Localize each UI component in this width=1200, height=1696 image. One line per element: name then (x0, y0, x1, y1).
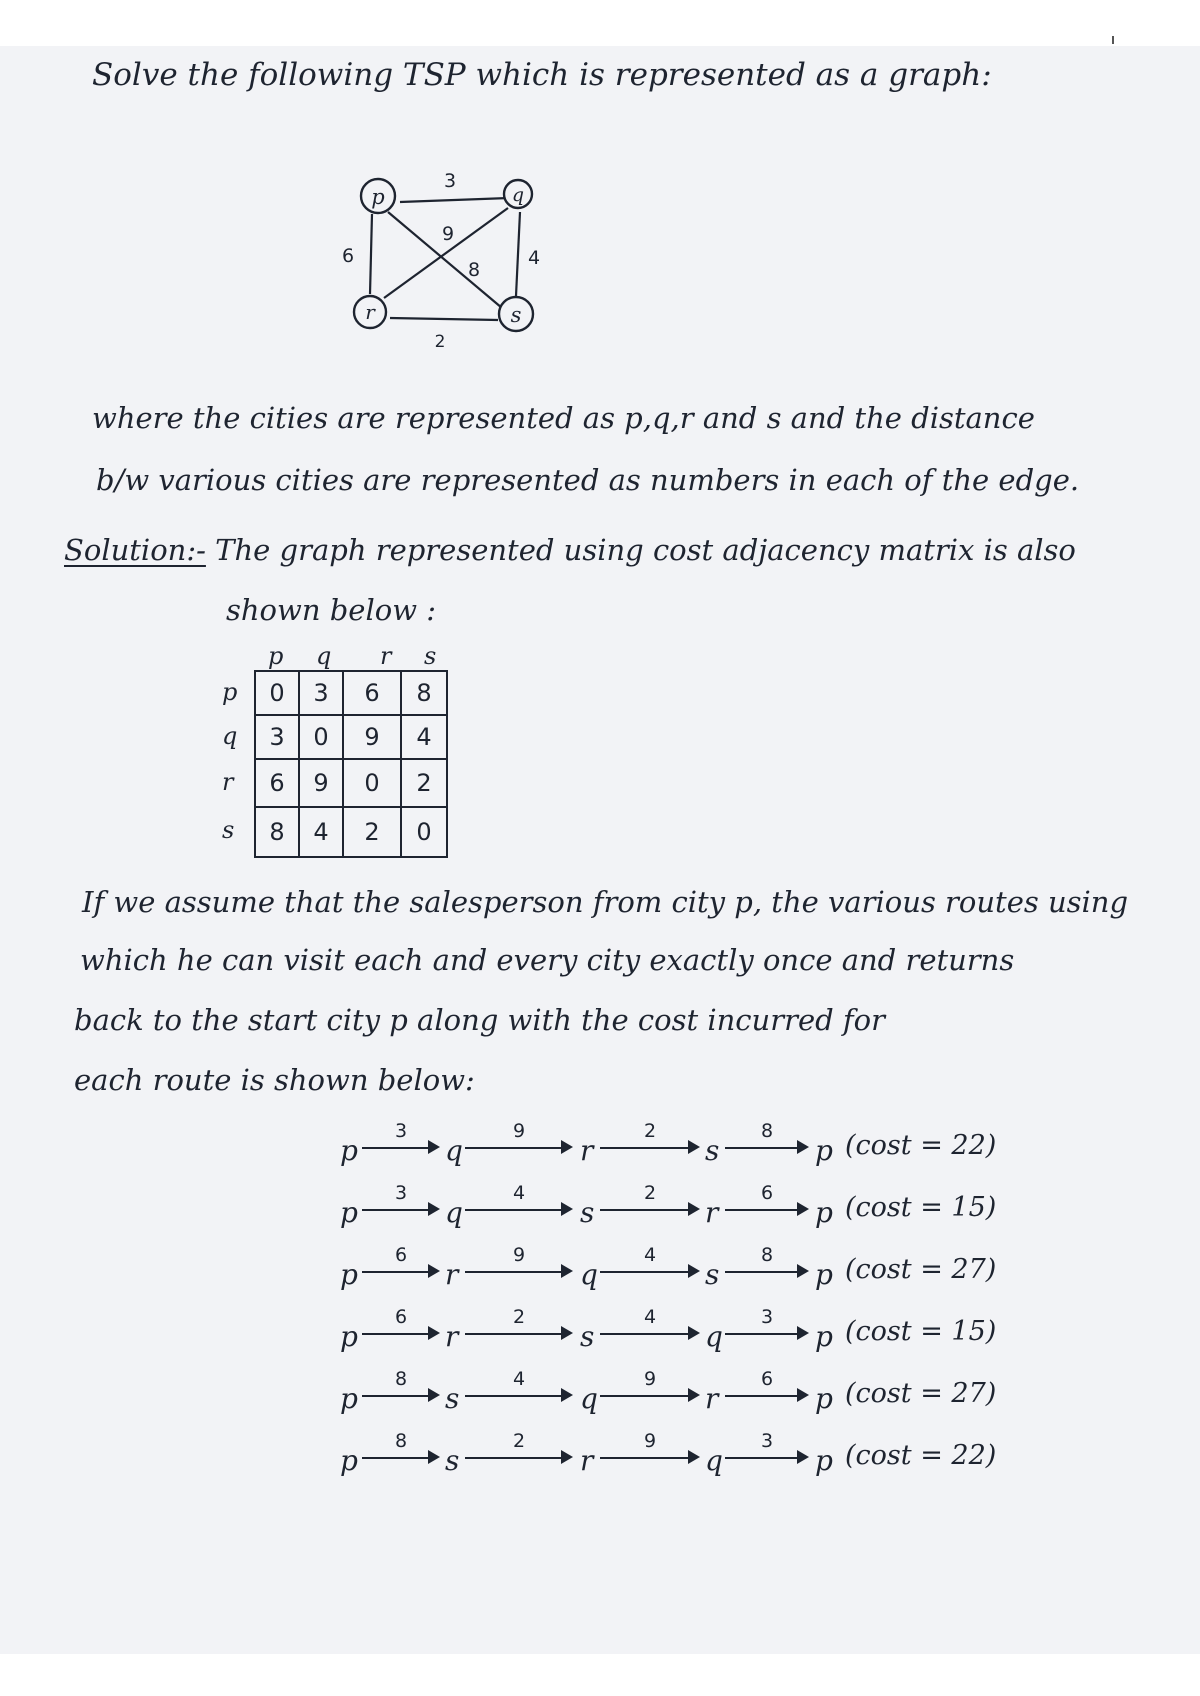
route-node: r (705, 1382, 719, 1415)
arrow-shaft (725, 1209, 799, 1211)
arrow-head-icon (688, 1264, 700, 1278)
matrix-cell: 2 (343, 807, 401, 857)
route-cost: (cost = 27) (845, 1378, 997, 1409)
route-arrow (465, 1182, 573, 1222)
route-node: s (705, 1134, 720, 1167)
route-edge-weight: 2 (643, 1182, 657, 1204)
solution-line-2: shown below : (226, 593, 437, 627)
route-node: r (445, 1258, 459, 1291)
arrow-head-icon (797, 1140, 809, 1154)
arrow-head-icon (428, 1140, 440, 1154)
arrow-head-icon (797, 1388, 809, 1402)
route-node: r (445, 1320, 459, 1353)
route-node: s (445, 1444, 460, 1477)
route-edge-weight: 2 (512, 1430, 526, 1452)
route-node: p (815, 1258, 833, 1291)
matrix-cell: 8 (401, 671, 447, 715)
route-node: r (580, 1134, 594, 1167)
matrix-row (255, 671, 447, 715)
matrix-cell: 0 (401, 807, 447, 857)
route-node: p (340, 1196, 358, 1229)
route-edge-weight: 3 (394, 1182, 408, 1204)
arrow-shaft (725, 1457, 799, 1459)
route-node: s (705, 1258, 720, 1291)
route-edge-weight: 6 (394, 1244, 408, 1266)
arrow-head-icon (688, 1326, 700, 1340)
route-cost: (cost = 22) (845, 1440, 997, 1471)
route-node: p (340, 1444, 358, 1477)
route-node: s (580, 1196, 595, 1229)
route-node: q (580, 1258, 598, 1291)
route-node: p (815, 1382, 833, 1415)
arrow-shaft (362, 1457, 430, 1459)
route-edge-weight: 9 (643, 1368, 657, 1390)
arrow-head-icon (797, 1450, 809, 1464)
route-arrow (465, 1306, 573, 1346)
node-s-label: s (510, 303, 522, 327)
route-edge-weight: 8 (394, 1430, 408, 1452)
route-arrow (465, 1120, 573, 1160)
matrix-cell: 4 (299, 807, 343, 857)
route-arrow (465, 1368, 573, 1408)
route-node: p (815, 1196, 833, 1229)
problem-statement: Solve the following TSP which is represented as a graph: (92, 57, 992, 93)
route-edge-weight: 8 (394, 1368, 408, 1390)
matrix-row-label-q: q (222, 722, 238, 750)
arrow-head-icon (428, 1264, 440, 1278)
arrow-head-icon (428, 1326, 440, 1340)
route-arrow (362, 1182, 440, 1222)
route-edge-weight: 4 (643, 1244, 657, 1266)
route-arrow (725, 1120, 809, 1160)
route-arrow (725, 1430, 809, 1470)
solution-heading: Solution:- (64, 533, 206, 567)
arrow-head-icon (561, 1202, 573, 1216)
matrix-row-label-p: p (222, 678, 238, 706)
arrow-head-icon (688, 1450, 700, 1464)
arrow-head-icon (428, 1450, 440, 1464)
route-edge-weight: 9 (512, 1244, 526, 1266)
cost-adjacency-matrix (254, 670, 448, 858)
route-node: p (815, 1320, 833, 1353)
assumption-line-4: each route is shown below: (74, 1063, 475, 1097)
route-edge-weight: 6 (760, 1368, 774, 1390)
route-node: p (340, 1382, 358, 1415)
route-arrow (600, 1244, 700, 1284)
arrow-shaft (725, 1333, 799, 1335)
edge-q-r (384, 208, 508, 298)
route-edge-weight: 2 (512, 1306, 526, 1328)
matrix-col-label-p: p (268, 642, 284, 670)
edge-q-s-weight: 4 (527, 247, 541, 269)
arrow-head-icon (428, 1202, 440, 1216)
matrix-cell: 0 (255, 671, 299, 715)
edge-r-s (390, 318, 498, 320)
route-row (340, 1240, 997, 1291)
node-r-label: r (365, 300, 375, 324)
route-arrow (362, 1244, 440, 1284)
route-arrow (362, 1368, 440, 1408)
route-node: r (705, 1196, 719, 1229)
route-row (340, 1426, 997, 1477)
arrow-shaft (465, 1271, 563, 1273)
matrix-row (255, 715, 447, 759)
matrix-cell: 4 (401, 715, 447, 759)
arrow-shaft (725, 1395, 799, 1397)
route-node: p (340, 1320, 358, 1353)
route-arrow (725, 1306, 809, 1346)
route-arrow (725, 1368, 809, 1408)
route-edge-weight: 6 (394, 1306, 408, 1328)
edge-q-s (516, 212, 520, 296)
arrow-head-icon (561, 1140, 573, 1154)
solution-line-1 (64, 533, 1076, 567)
route-edge-weight: 3 (760, 1306, 774, 1328)
matrix-cell: 6 (255, 759, 299, 807)
arrow-head-icon (688, 1202, 700, 1216)
route-edge-weight: 4 (512, 1182, 526, 1204)
route-cost: (cost = 22) (845, 1130, 997, 1161)
edge-r-s-weight: 2 (434, 332, 446, 352)
arrow-shaft (600, 1333, 690, 1335)
matrix-col-label-q: q (316, 642, 332, 670)
edge-p-r-weight: 6 (341, 245, 355, 267)
route-edge-weight: 8 (760, 1244, 774, 1266)
route-arrow (362, 1120, 440, 1160)
route-edge-weight: 2 (643, 1120, 657, 1142)
matrix-cell: 0 (299, 715, 343, 759)
matrix-row (255, 759, 447, 807)
node-q-label: q (511, 184, 525, 206)
assumption-line-3: back to the start city p along with the cost incurred for (74, 1003, 885, 1037)
matrix-cell: 0 (343, 759, 401, 807)
arrow-head-icon (797, 1264, 809, 1278)
assumption-line-1: If we assume that the salesperson from city p, the various routes using (82, 885, 1129, 919)
assumption-line-2: which he can visit each and every city exactly once and returns (80, 943, 1015, 977)
route-edge-weight: 4 (512, 1368, 526, 1390)
route-node: p (340, 1258, 358, 1291)
route-edge-weight: 6 (760, 1182, 774, 1204)
matrix-cell: 6 (343, 671, 401, 715)
route-arrow (725, 1182, 809, 1222)
matrix-row-label-r: r (222, 768, 234, 796)
route-edge-weight: 9 (512, 1120, 526, 1142)
notebook-page (0, 46, 1200, 1654)
route-node: q (705, 1320, 723, 1353)
arrow-shaft (362, 1333, 430, 1335)
arrow-shaft (600, 1395, 690, 1397)
route-arrow (362, 1306, 440, 1346)
edge-p-r (370, 214, 372, 294)
matrix-cell: 3 (255, 715, 299, 759)
route-arrow (600, 1120, 700, 1160)
matrix-col-label-s: s (424, 642, 437, 670)
arrow-shaft (600, 1457, 690, 1459)
matrix-cell: 8 (255, 807, 299, 857)
arrow-shaft (362, 1395, 430, 1397)
edge-p-q (400, 198, 510, 202)
route-cost: (cost = 15) (845, 1316, 997, 1347)
arrow-head-icon (688, 1140, 700, 1154)
route-row (340, 1116, 997, 1167)
route-node: s (580, 1320, 595, 1353)
graph-description-line-2: b/w various cities are represented as numbers in each of the edge. (96, 463, 1080, 497)
route-arrow (725, 1244, 809, 1284)
route-edge-weight: 4 (643, 1306, 657, 1328)
route-cost: (cost = 15) (845, 1192, 997, 1223)
route-edge-weight: 3 (394, 1120, 408, 1142)
route-node: q (705, 1444, 723, 1477)
matrix-cell: 9 (343, 715, 401, 759)
arrow-shaft (362, 1209, 430, 1211)
arrow-shaft (465, 1147, 563, 1149)
route-node: p (815, 1444, 833, 1477)
route-node: q (580, 1382, 598, 1415)
matrix-col-label-r: r (380, 642, 392, 670)
corner-mark (1112, 36, 1114, 44)
arrow-shaft (362, 1147, 430, 1149)
arrow-head-icon (797, 1326, 809, 1340)
arrow-shaft (465, 1209, 563, 1211)
route-node: q (445, 1134, 463, 1167)
route-arrow (600, 1430, 700, 1470)
route-row (340, 1364, 997, 1415)
edge-q-r-weight: 9 (441, 223, 455, 245)
route-arrow (362, 1430, 440, 1470)
arrow-shaft (465, 1333, 563, 1335)
matrix-row-label-s: s (222, 816, 235, 844)
graph-description-line-1: where the cities are represented as p,q,r and s and the distance (92, 401, 1035, 435)
matrix-cell: 3 (299, 671, 343, 715)
edge-p-s-weight: 8 (467, 259, 481, 281)
route-edge-weight: 3 (760, 1430, 774, 1452)
route-arrow (465, 1244, 573, 1284)
solution-text: The graph represented using cost adjacency matrix is also (215, 533, 1076, 567)
arrow-shaft (465, 1395, 563, 1397)
node-p-label: p (371, 185, 385, 209)
arrow-shaft (600, 1147, 690, 1149)
route-node: s (445, 1382, 460, 1415)
route-node: p (340, 1134, 358, 1167)
route-arrow (600, 1182, 700, 1222)
route-cost: (cost = 27) (845, 1254, 997, 1285)
arrow-head-icon (428, 1388, 440, 1402)
arrow-shaft (725, 1271, 799, 1273)
arrow-head-icon (797, 1202, 809, 1216)
route-node: p (815, 1134, 833, 1167)
arrow-head-icon (561, 1450, 573, 1464)
arrow-shaft (362, 1271, 430, 1273)
route-arrow (465, 1430, 573, 1470)
tsp-graph (338, 172, 598, 382)
route-node: r (580, 1444, 594, 1477)
edge-p-q-weight: 3 (443, 172, 457, 192)
route-row (340, 1178, 997, 1229)
arrow-head-icon (561, 1264, 573, 1278)
matrix-row (255, 807, 447, 857)
arrow-head-icon (561, 1388, 573, 1402)
arrow-shaft (725, 1147, 799, 1149)
matrix-cell: 2 (401, 759, 447, 807)
route-row (340, 1302, 997, 1353)
route-node: q (445, 1196, 463, 1229)
arrow-shaft (465, 1457, 563, 1459)
matrix-cell: 9 (299, 759, 343, 807)
arrow-head-icon (688, 1388, 700, 1402)
route-arrow (600, 1306, 700, 1346)
arrow-shaft (600, 1271, 690, 1273)
route-arrow (600, 1368, 700, 1408)
route-edge-weight: 8 (760, 1120, 774, 1142)
arrow-head-icon (561, 1326, 573, 1340)
route-edge-weight: 9 (643, 1430, 657, 1452)
arrow-shaft (600, 1209, 690, 1211)
